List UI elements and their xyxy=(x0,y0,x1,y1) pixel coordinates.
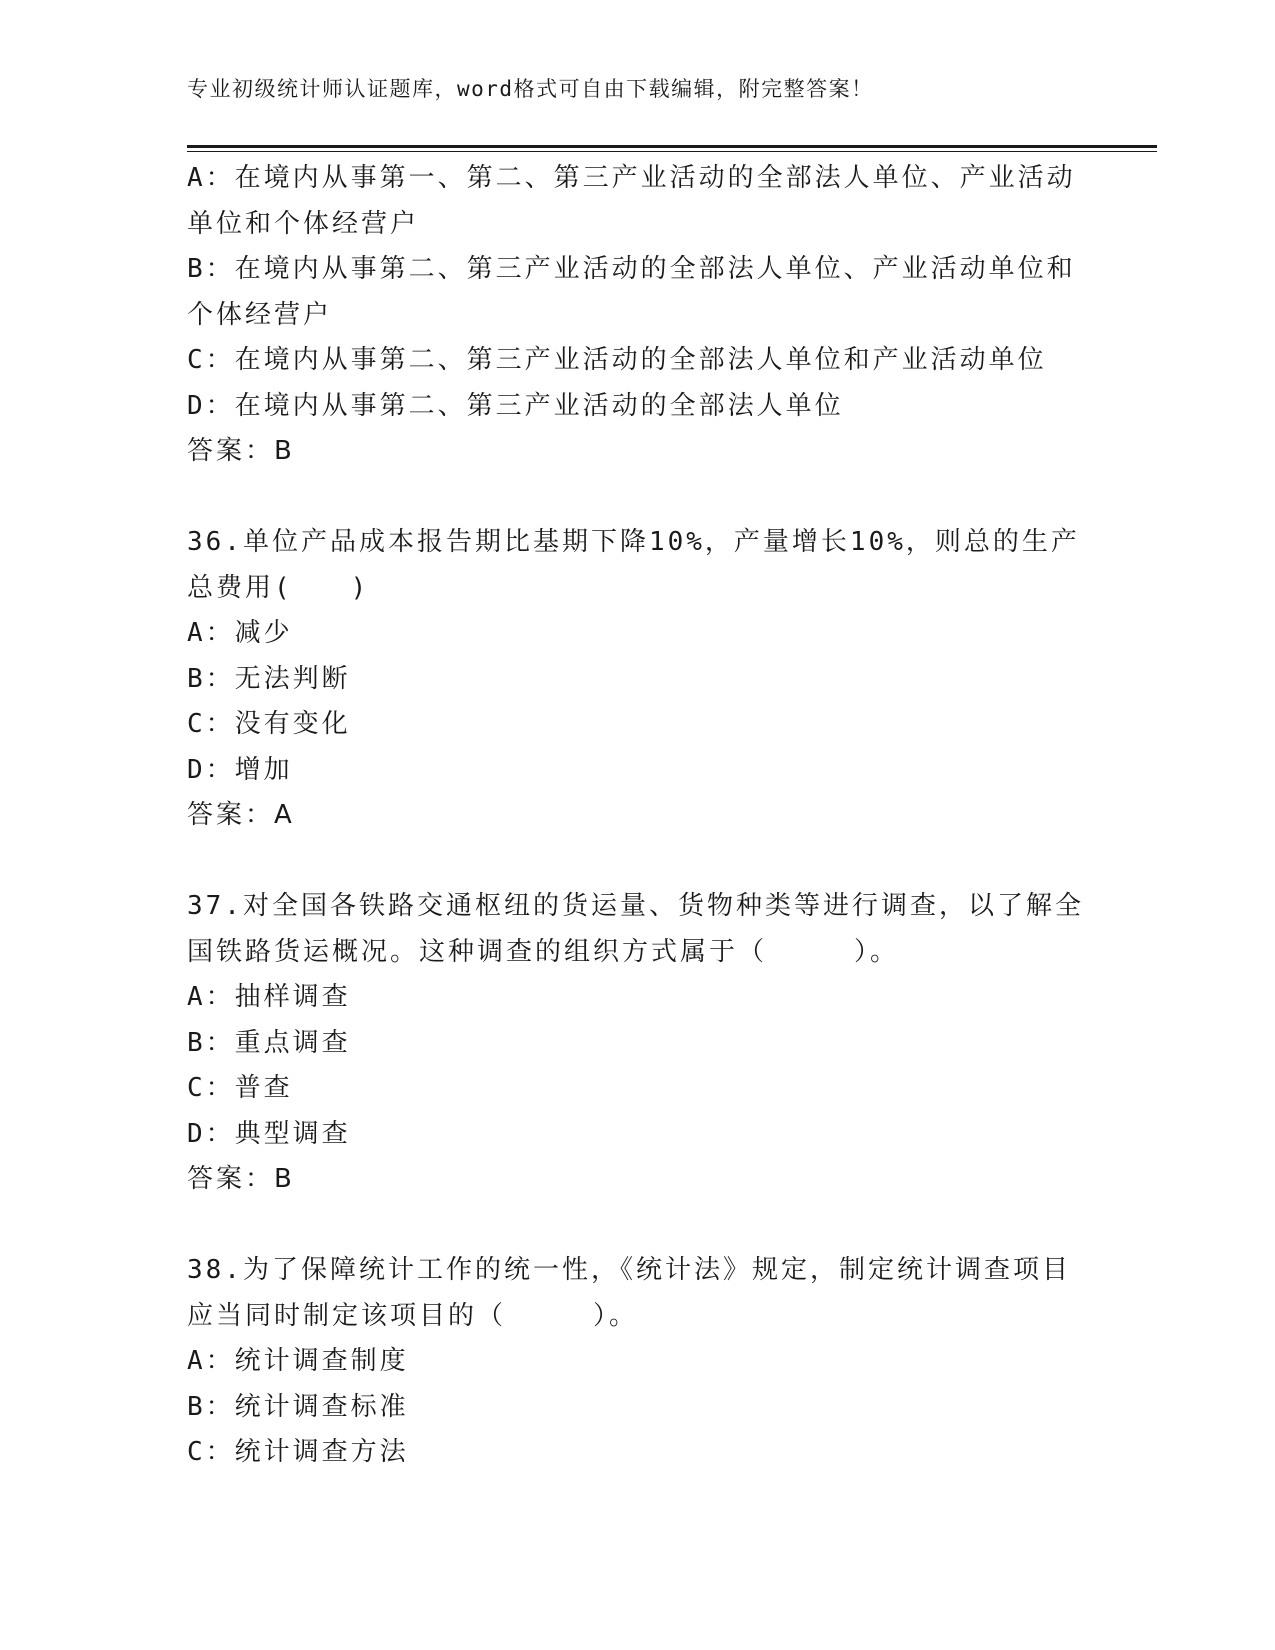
question-list xyxy=(187,156,1087,1476)
option-a: A：统计调查制度 xyxy=(187,1346,409,1376)
option-c: C：没有变化 xyxy=(187,709,351,739)
option-b: B：重点调查 xyxy=(187,1027,351,1058)
question-stem-line-1: 38.为了保障统计工作的统一性，《统计法》规定，制定统计调查项目 xyxy=(187,1255,1071,1285)
option-d: D：增加 xyxy=(187,754,293,785)
answer: 答案：B xyxy=(187,436,295,466)
option-b-line-1: B：在境内从事第二、第三产业活动的全部法人单位、产业活动单位和 xyxy=(187,254,1076,284)
option-a-line-1: A：在境内从事第一、第二、第三产业活动的全部法人单位、产业活动 xyxy=(187,163,1076,193)
question-37 xyxy=(187,884,1087,1203)
answer: 答案：B xyxy=(187,1164,295,1194)
option-b: B：无法判断 xyxy=(187,663,351,694)
question-35-continued xyxy=(187,156,1087,475)
option-d: D：典型调查 xyxy=(187,1118,351,1149)
question-stem-line-1: 37.对全国各铁路交通枢纽的货运量、货物种类等进行调查，以了解全 xyxy=(187,891,1084,921)
question-stem-line-2: 国铁路货运概况。这种调查的组织方式属于（ ）。 xyxy=(187,936,900,967)
header-divider-thick xyxy=(187,145,1157,148)
question-36 xyxy=(187,520,1087,839)
question-38 xyxy=(187,1248,1087,1476)
option-c: C：普查 xyxy=(187,1073,293,1103)
option-c: C：在境内从事第二、第三产业活动的全部法人单位和产业活动单位 xyxy=(187,345,1047,375)
spacer xyxy=(187,839,1087,885)
option-c: C：统计调查方法 xyxy=(187,1437,409,1467)
spacer xyxy=(187,475,1087,521)
question-stem-line-2: 总费用( ) xyxy=(187,572,370,603)
option-a-line-2: 单位和个体经营户 xyxy=(187,208,420,239)
option-b: B：统计调查标准 xyxy=(187,1391,409,1422)
page-header: 专业初级统计师认证题库，word格式可自由下载编辑，附完整答案！ xyxy=(187,77,874,101)
option-a: A：减少 xyxy=(187,618,293,648)
option-d: D：在境内从事第二、第三产业活动的全部法人单位 xyxy=(187,390,844,421)
spacer xyxy=(187,1203,1087,1249)
option-a: A：抽样调查 xyxy=(187,982,351,1012)
question-stem-line-2: 应当同时制定该项目的（ ）。 xyxy=(187,1300,639,1331)
answer: 答案：A xyxy=(187,800,295,830)
option-b-line-2: 个体经营户 xyxy=(187,299,333,330)
header-divider-thin xyxy=(187,151,1157,152)
question-stem-line-1: 36.单位产品成本报告期比基期下降10%，产量增长10%，则总的生产 xyxy=(187,527,1080,557)
